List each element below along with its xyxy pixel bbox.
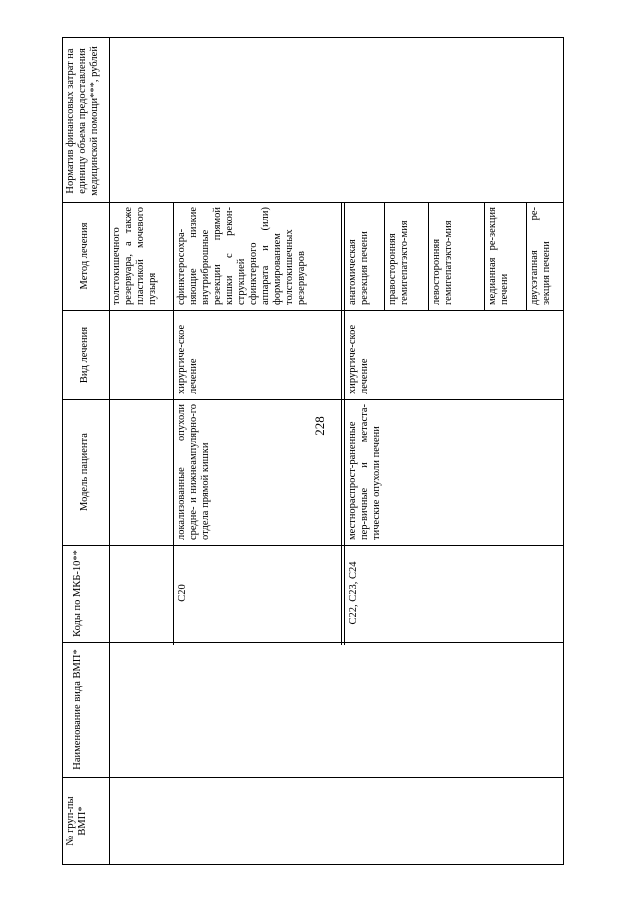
table-border: [62, 864, 564, 865]
cell-model-liver: местнораспрост-раненные пер-вичные и метаста-тические опухоли печени: [347, 404, 382, 540]
table-border: [563, 37, 564, 865]
header-group-no: № груп-пы ВМП*: [65, 796, 88, 846]
column-separator: [62, 202, 564, 203]
cell-method-liver-5: двухэтапная ре-зекция печени: [529, 207, 552, 305]
subrow-separator: [428, 203, 429, 310]
cell-type-liver: хирургиче-ское лечение: [347, 324, 370, 394]
header-icd-codes: Коды по МКБ-10**: [72, 550, 83, 637]
header-vmp-name: Наименование вида ВМП*: [72, 649, 83, 770]
cell-codes-liver: C22, C23, C24: [348, 561, 359, 625]
row-separator: [344, 203, 345, 645]
table-border: [62, 37, 564, 38]
header-patient-model: Модель пациента: [79, 433, 90, 511]
cell-type-rectum: хирургиче-ское лечение: [176, 324, 199, 394]
page-number: 228: [312, 416, 327, 436]
column-separator: [62, 777, 564, 778]
cell-codes-c20: C20: [177, 584, 188, 602]
cell-method-liver-4: медианная ре-зекция печени: [487, 207, 510, 305]
cell-method-liver-1: анатомическая резекция печени: [347, 231, 370, 305]
header-separator: [109, 37, 110, 865]
subrow-separator: [384, 203, 385, 310]
column-separator: [62, 642, 564, 643]
header-treatment-type: Вид лечения: [79, 326, 90, 384]
cell-method-liver-2: правосторонняя гемигепатэкто-мия: [387, 220, 410, 305]
cell-method-continued: толстокишечного резервуара, а также пластикой мочевого пузыря: [111, 207, 158, 305]
subrow-separator: [484, 203, 485, 310]
header-treatment-method: Метод лечения: [79, 222, 90, 290]
cell-model-rectum: локализованные опухоли средне- и нижнеампулярно-го отдела прямой кишки: [176, 404, 211, 540]
column-separator: [62, 399, 564, 400]
subrow-separator: [526, 203, 527, 310]
column-separator: [62, 545, 564, 546]
row-separator: [173, 203, 174, 645]
rotated-table: [62, 37, 564, 865]
table-border: [62, 37, 63, 865]
cell-method-liver-3: левосторонняя гемигепатэкто-мия: [431, 220, 454, 305]
cell-method-rectum: сфинктеросохра-няющие низкие внутрибрюшные резекции прямой кишки с рекон-струкцией сфинктерного аппарата и (или) формированием толстокишечных резервуаров: [176, 207, 307, 305]
header-cost-standard: Норматив финансовых затрат на единицу объема предоставления медицинской помощи***, рублей: [65, 46, 100, 196]
column-separator: [62, 310, 564, 311]
